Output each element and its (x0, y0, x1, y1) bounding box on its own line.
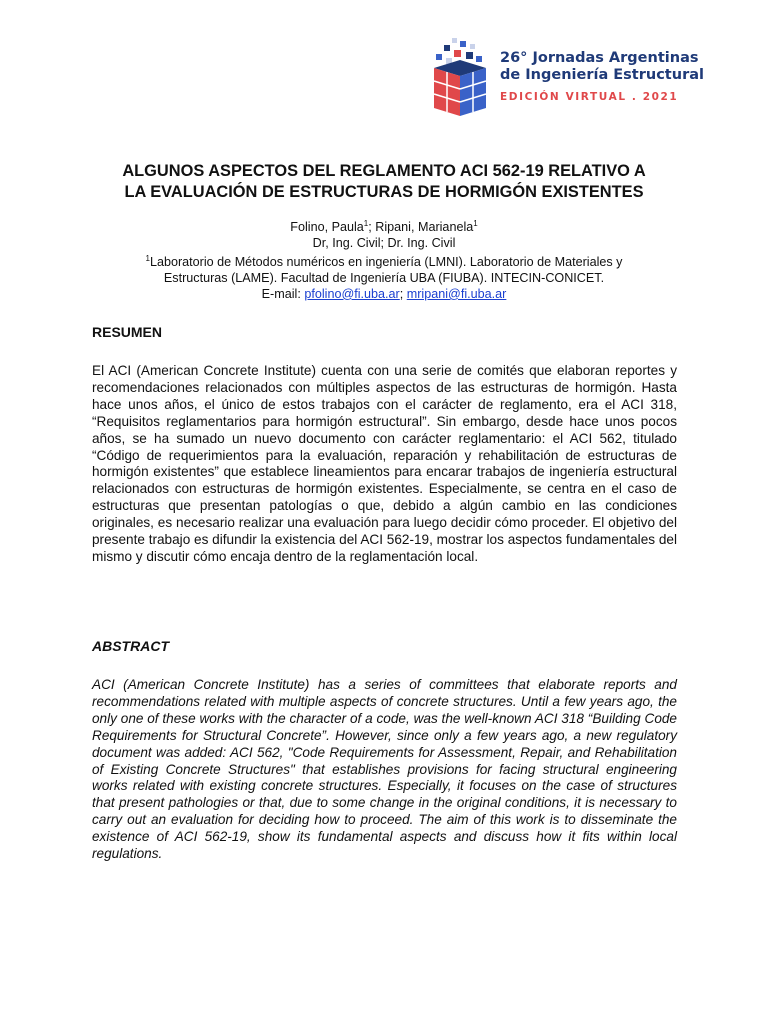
affiliation-line-1 (80, 251, 688, 271)
logo-title-line1: 26° Jornadas Argentinas (500, 50, 699, 66)
title-line-1: ALGUNOS ASPECTOS DEL REGLAMENTO ACI 562-19 RELATIVO A (122, 162, 646, 180)
author-2: Ripani, Marianela (375, 220, 474, 235)
paper-title (80, 161, 688, 203)
email-label: E-mail: (261, 286, 305, 301)
conference-logo (432, 38, 704, 118)
affiliation-marker: 1 (145, 254, 150, 264)
resumen-paragraph: El ACI (American Concrete Institute) cuenta con una serie de comités que elaboran reportes y recomendaciones relacionados con múltiples aspectos de las estructuras de hormigón. Hasta hace unos años, el único de estos trabajos con el carácter de reglamento, era el ACI 318, “Requisitos reglamentarios para hormigón estructural”. Sin embargo, desde hace unos pocos años, se ha sumado un nuevo documento con carácter reglamentario: el ACI 562, titulado “Código de requerimientos para la evaluación, reparación y rehabilitación de estructuras de hormigón existentes” que establece lineamientos para encarar trabajos de ingeniería estructural relacionados con estructuras de hormigón existentes. Especialmente, se centra en el caso de estructuras que presentan patologías o que, debido a algún cambio en las condiciones originales, es necesario realizar una evaluación para luego decidir cómo proceder. El objetivo del presente trabajo es difundir la existencia del ACI 562-19, mostrar los aspectos fundamentales del mismo y discutir cómo encaja dentro de la reglamentación local. (92, 363, 677, 564)
title-line-2: LA EVALUACIÓN DE ESTRUCTURAS DE HORMIGÓN EXISTENTES (124, 183, 644, 201)
author-1-affiliation: 1 (363, 219, 369, 228)
author-block (80, 216, 688, 302)
email-link-ripani[interactable]: mripani@fi.uba.ar (406, 286, 507, 301)
email-link-folino[interactable]: pfolino@fi.uba.ar (304, 286, 400, 301)
author-separator: ; (368, 220, 376, 235)
email-line (80, 287, 688, 303)
affiliation-text-1: Laboratorio de Métodos numéricos en ingeniería (LMNI). Laboratorio de Materiales y (149, 255, 623, 270)
logo-text (500, 50, 704, 103)
author-names (80, 216, 688, 236)
cube-stack-icon (432, 38, 496, 118)
abstract-heading: ABSTRACT (92, 638, 169, 654)
logo-edition: EDICIÓN VIRTUAL . 2021 (500, 91, 679, 103)
abstract-paragraph: ACI (American Concrete Institute) has a series of committees that elaborate reports and recommendations related with multiple aspects of concrete structures. Until a few years ago, the only one of these works with the character of a code, was the well-known ACI 318 “Building Code Requirements for Structural Concrete”. However, since only a few years ago, a new regulatory document was added: ACI 562, "Code Requirements for Assessment, Repair, and Rehabilitation of Existing Concrete Structures" that establishes provisions for facing structural engineering works related with existing concrete structures. Especially, it focuses on the case of structures that present pathologies or that, due to some change in the original conditions, it is necessary to carry out an evaluation for deciding how to proceed. The aim of this work is to disseminate the existence of ACI 562-19, show its fundamental aspects and discuss how it fits within local regulations. (92, 677, 677, 862)
resumen-heading: RESUMEN (92, 324, 163, 340)
affiliation-line-2: Estructuras (LAME). Facultad de Ingeniería UBA (FIUBA). INTECIN-CONICET. (163, 271, 605, 286)
author-degrees: Dr, Ing. Civil; Dr. Ing. Civil (312, 235, 456, 250)
author-2-affiliation: 1 (473, 219, 478, 228)
email-separator: ; (399, 286, 407, 301)
author-1: Folino, Paula (290, 220, 364, 235)
logo-title-line2: de Ingeniería Estructural (500, 67, 704, 83)
